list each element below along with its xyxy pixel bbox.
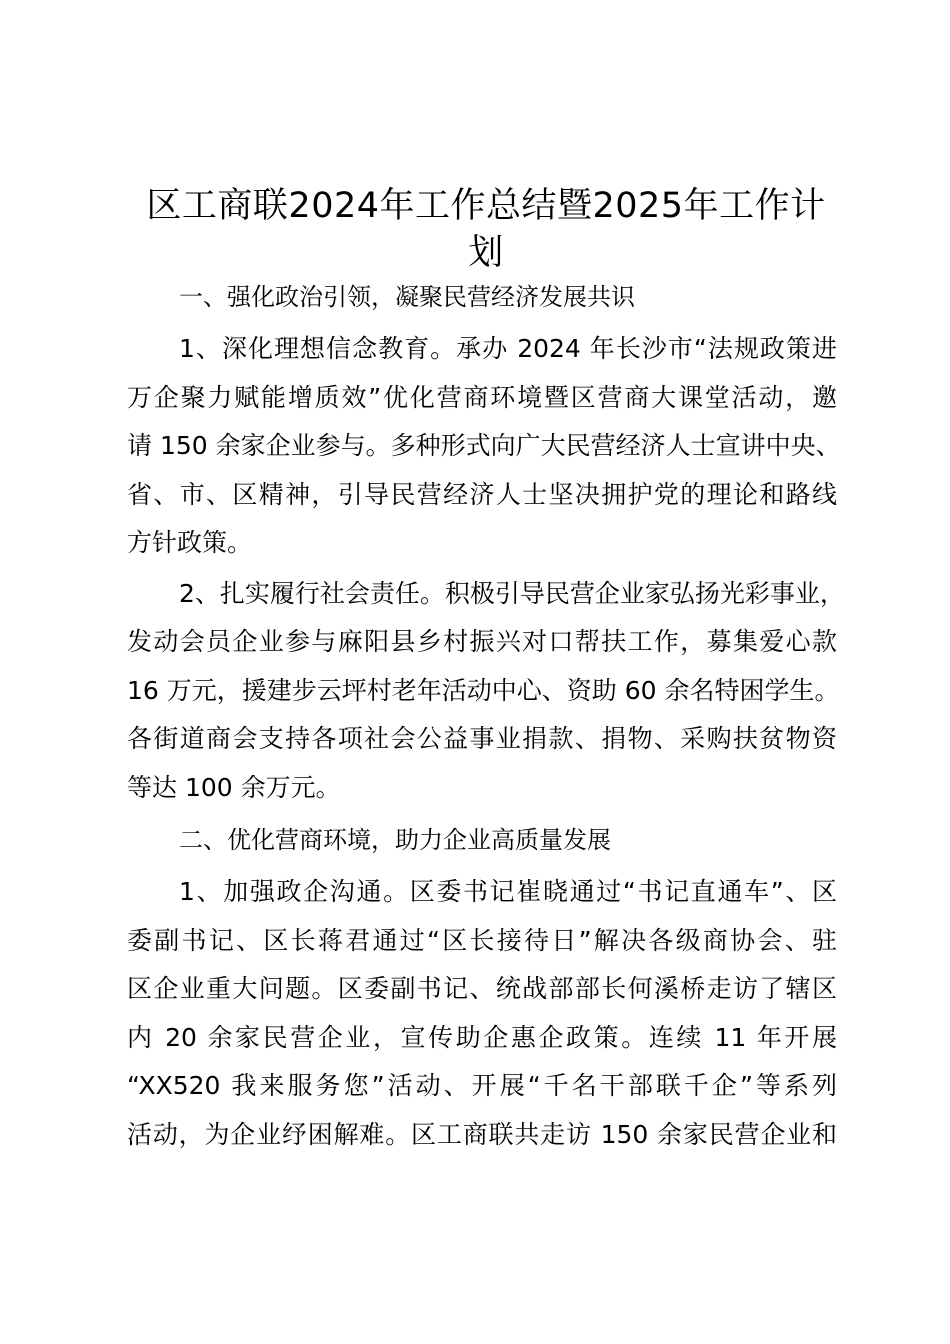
paragraph-line: 发动会员企业参与麻阳县乡村振兴对口帮扶工作，募集爱心款 (127, 627, 837, 656)
section-1-item-2-paragraph (127, 570, 845, 813)
document-title (127, 183, 845, 277)
paragraph-line: 活动，为企业纾困解难。区工商联共走访 150 余家民营企业和 (127, 1119, 837, 1149)
paragraph-line: 1、加强政企沟通。区委书记崔晓通过“书记直通车”、区 (179, 877, 837, 906)
title-line-1: 区工商联2024年工作总结暨2025年工作计 (146, 186, 826, 226)
paragraph-line: 1、深化理想信念教育。承办 2024 年长沙市“法规政策进 (179, 334, 837, 363)
paragraph-line: 2、扎实履行社会责任。积极引导民营企业家弘扬光彩事业， (179, 578, 845, 608)
title-line-2: 划 (468, 233, 504, 273)
section-1-item-1-paragraph (127, 325, 841, 568)
paragraph-line: 省、市、区精神，引导民营经济人士坚决拥护党的理论和路线 (127, 479, 837, 509)
paragraph-line: 请 150 余家企业参与。多种形式向广大民营经济人士宣讲中央、 (127, 431, 841, 460)
paragraph-line: 区企业重大问题。区委副书记、统战部部长何溪桥走访了辖区 (127, 974, 837, 1003)
paragraph-line: “XX520 我来服务您”活动、开展“千名干部联千企”等系列 (127, 1071, 837, 1100)
paragraph-line: 16 万元，援建步云坪村老年活动中心、资助 60 余名特困学生。 (127, 675, 840, 705)
paragraph-line: 委副书记、区长蒋君通过“区长接待日”解决各级商协会、驻 (127, 925, 837, 955)
section-1-heading: 一、强化政治引领，凝聚民营经济发展共识 (179, 283, 635, 311)
section-2-heading: 二、优化营商环境，助力企业高质量发展 (179, 826, 611, 854)
paragraph-line: 万企聚力赋能增质效”优化营商环境暨区营商大课堂活动，邀 (127, 382, 837, 412)
document-page (127, 183, 845, 1159)
section-2-item-1-paragraph (127, 868, 837, 1159)
paragraph-line: 方针政策。 (127, 528, 253, 557)
paragraph-line: 内 20 余家民营企业，宣传助企惠企政策。连续 11 年开展 (127, 1022, 837, 1052)
paragraph-line: 各街道商会支持各项社会公益事业捐款、捐物、采购扶贫物资 (127, 724, 837, 753)
paragraph-line: 等达 100 余万元。 (127, 772, 341, 802)
